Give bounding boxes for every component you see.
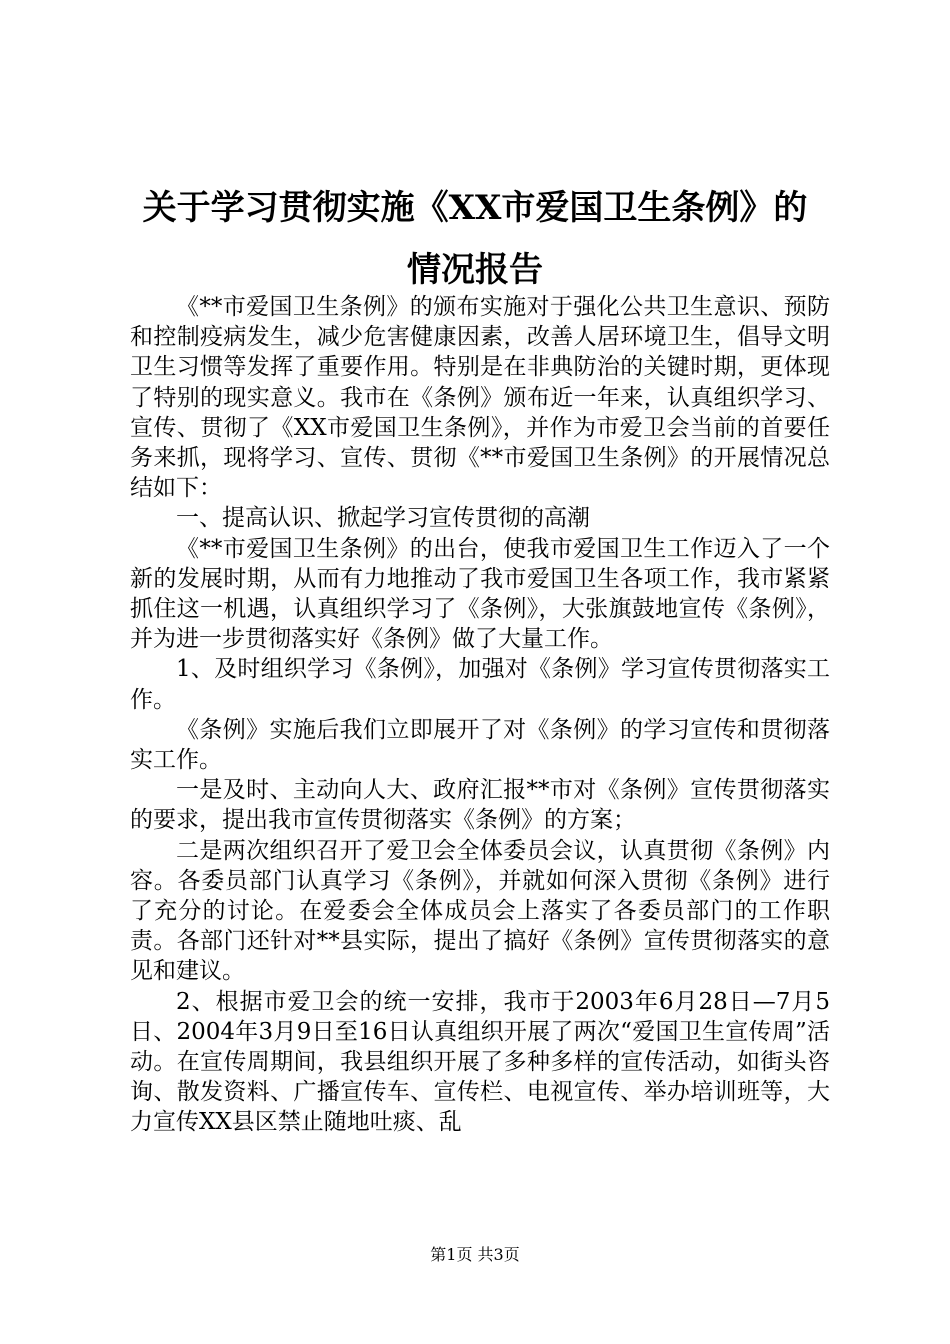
document-body: [130, 292, 830, 1138]
paragraph: 《条例》实施后我们立即展开了对《条例》的学习宣传和贯彻落实工作。: [130, 716, 830, 774]
document-title-line-2: 情况报告: [407, 250, 543, 290]
document-title-line-1: 关于学习贯彻实施《XX市爱国卫生条例》的: [142, 188, 808, 228]
page-footer: 第1页 共3页: [430, 1245, 520, 1264]
subheading-1: 1、及时组织学习《条例》，加强对《条例》学习宣传贯彻落实工作。: [130, 656, 830, 713]
paragraph: 二是两次组织召开了爱卫会全体委员会议，认真贯彻《条例》内容。各委员部门认真学习《条例》，并就如何深入贯彻《条例》进行了充分的讨论。在爱委会全体成员会上落实了各委员部门的工作职责。各部门还针对**县实际，提出了搞好《条例》宣传贯彻落实的意见和建议。: [130, 837, 830, 985]
section-heading-1: 一、提高认识、掀起学习宣传贯彻的高潮: [176, 505, 590, 532]
paragraph: 一是及时、主动向人大、政府汇报**市对《条例》宣传贯彻落实的要求，提出我市宣传贯彻落实《条例》的方案；: [130, 777, 830, 834]
paragraph-intro: 《**市爱国卫生条例》的颁布实施对于强化公共卫生意识、预防和控制疫病发生，减少危害健康因素，改善人居环境卫生，倡导文明卫生习惯等发挥了重要作用。特别是在非典防治的关键时期，更体现了特别的现实意义。我市在《条例》颁布近一年来，认真组织学习、宣传、贯彻了《XX市爱国卫生条例》，并作为市爱卫会当前的首要任务来抓，现将学习、宣传、贯彻《**市爱国卫生条例》的开展情况总结如下：: [130, 294, 830, 502]
paragraph: 《**市爱国卫生条例》的出台，使我市爱国卫生工作迈入了一个新的发展时期，从而有力地推动了我市爱国卫生各项工作，我市紧紧抓住这一机遇，认真组织学习了《条例》，大张旗鼓地宣传《条例》，并为进一步贯彻落实好《条例》做了大量工作。: [130, 535, 830, 653]
subheading-2: 2、根据市爱卫会的统一安排，我市于2003年6月28日—7月5日、2004年3月9日至16日认真组织开展了两次“爱国卫生宣传周”活动。在宣传周期间，我县组织开展了多种多样的宣传活动，如街头咨询、散发资料、广播宣传车、宣传栏、电视宣传、举办培训班等，大力宣传XX县区禁止随地吐痰、乱: [130, 988, 830, 1136]
